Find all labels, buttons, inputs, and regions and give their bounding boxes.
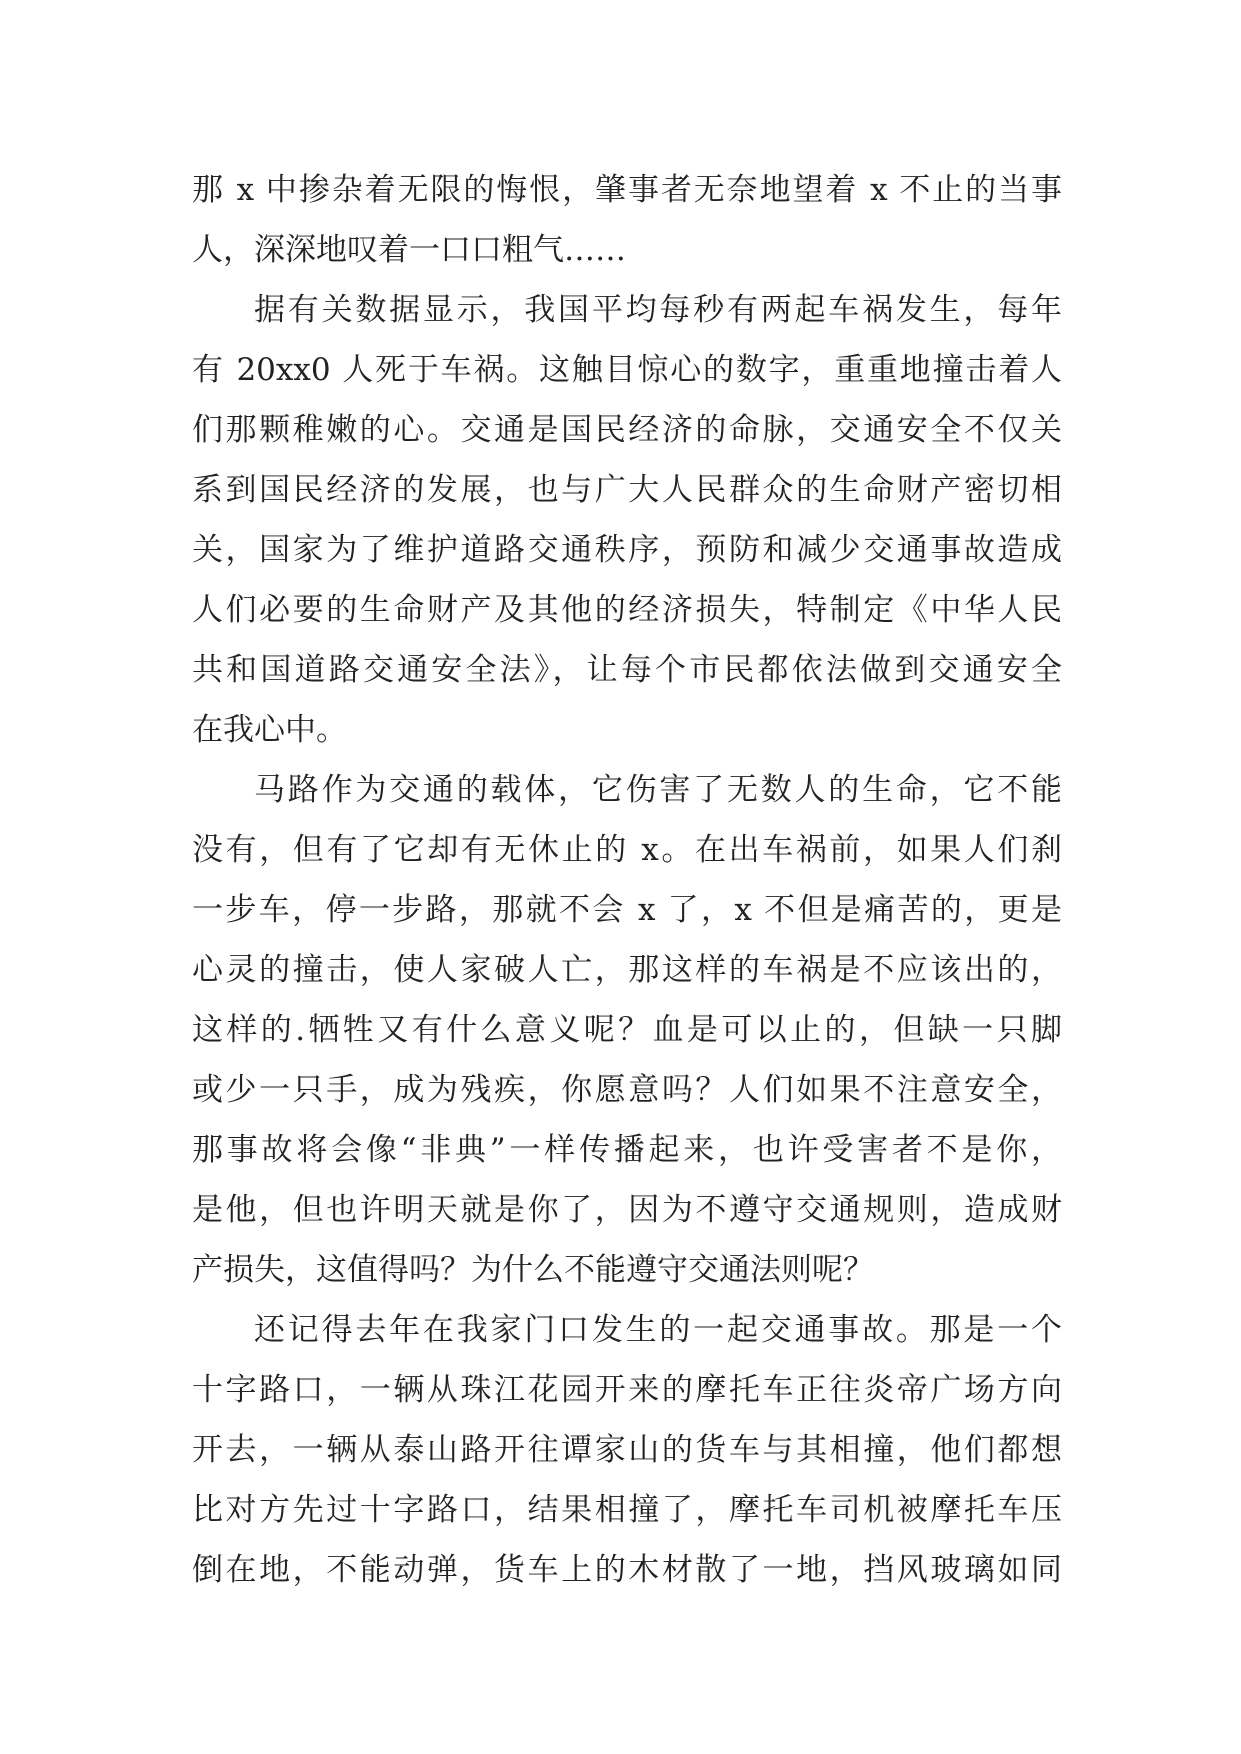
text-line: 共和国道路交通安全法》，让每个市民都依法做到交通安全 [192, 652, 1062, 688]
text-line: 那事故将会像“非典”一样传播起来，也许受害者不是你， [192, 1132, 1062, 1168]
text-line: 在我心中。 [192, 712, 347, 748]
text-line: 一步车，停一步路，那就不会 x 了，x 不但是痛苦的，更是 [192, 892, 1062, 928]
text-line: 马路作为交通的载体，它伤害了无数人的生命，它不能 [254, 772, 1062, 808]
text-line: 人们必要的生命财产及其他的经济损失，特制定《中华人民 [192, 592, 1062, 628]
document-page [192, 160, 1062, 1600]
text-line: 系到国民经济的发展，也与广大人民群众的生命财产密切相 [192, 472, 1062, 508]
text-line: 十字路口，一辆从珠江花园开来的摩托车正往炎帝广场方向 [192, 1372, 1062, 1408]
text-line: 有 20xx0 人死于车祸。这触目惊心的数字，重重地撞击着人 [192, 352, 1062, 388]
text-line: 产损失，这值得吗？为什么不能遵守交通法则呢？ [192, 1252, 874, 1288]
text-line: 关，国家为了维护道路交通秩序，预防和减少交通事故造成 [192, 532, 1062, 568]
text-line: 比对方先过十字路口，结果相撞了，摩托车司机被摩托车压 [192, 1492, 1062, 1528]
text-line: 那 x 中掺杂着无限的悔恨，肇事者无奈地望着 x 不止的当事 [192, 172, 1062, 208]
text-line: 据有关数据显示，我国平均每秒有两起车祸发生，每年 [254, 292, 1062, 328]
text-line: 还记得去年在我家门口发生的一起交通事故。那是一个 [254, 1312, 1062, 1348]
text-line: 是他，但也许明天就是你了，因为不遵守交通规则，造成财 [192, 1192, 1062, 1228]
text-line: 们那颗稚嫩的心。交通是国民经济的命脉，交通安全不仅关 [192, 412, 1062, 448]
text-line: 开去，一辆从泰山路开往谭家山的货车与其相撞，他们都想 [192, 1432, 1062, 1468]
text-line: 或少一只手，成为残疾，你愿意吗？人们如果不注意安全， [192, 1072, 1062, 1108]
text-line: 倒在地，不能动弹，货车上的木材散了一地，挡风玻璃如同 [192, 1552, 1062, 1588]
text-line: 心灵的撞击，使人家破人亡，那这样的车祸是不应该出的， [192, 952, 1062, 988]
text-line: 人，深深地叹着一口口粗气…… [192, 232, 626, 268]
text-line: 没有，但有了它却有无休止的 x。在出车祸前，如果人们刹 [192, 832, 1062, 868]
text-line: 这样的.牺牲又有什么意义呢？血是可以止的，但缺一只脚 [192, 1012, 1062, 1048]
